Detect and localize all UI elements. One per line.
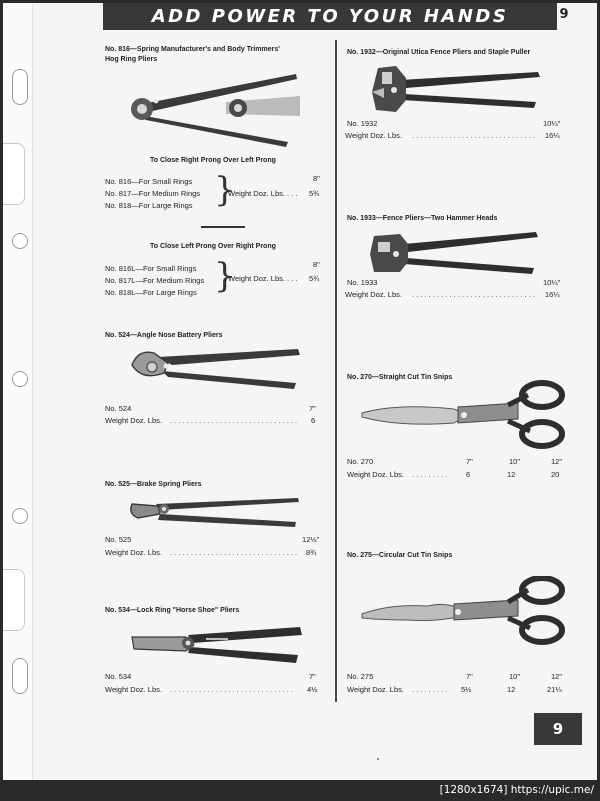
model-label: No. 1932 (347, 119, 378, 128)
weight-label: Weight Doz. Lbs. (345, 131, 402, 140)
weight-value: 12 (507, 685, 516, 694)
model-label: No. 270 (347, 457, 374, 466)
size-value: 7" (466, 457, 473, 466)
weight-label: Weight Doz. Lbs. (105, 685, 162, 694)
size-value: 12" (551, 457, 563, 466)
group1-title: To Close Right Prong Over Left Prong (150, 157, 276, 164)
weight-label: Weight Doz. Lbs. (105, 548, 162, 557)
binder-tab (3, 569, 25, 631)
fence-pliers-icon (366, 62, 546, 118)
heading-524: No. 524—Angle Nose Battery Pliers (105, 332, 223, 339)
weight-value: 5¾ (309, 274, 320, 283)
page-title: ADD POWER TO YOUR HANDS (151, 6, 509, 27)
size-value: 7" (466, 672, 473, 681)
list-item: No. 816L—For Small Rings (105, 264, 197, 273)
lock-ring-pliers-icon (128, 621, 306, 665)
weight-value: 5¾ (309, 189, 320, 198)
leader-dots: . . . . . . . . . . . . . . . . . . . . . . . . . . . . . . . (170, 548, 298, 557)
weight-label: Weight Doz. Lbs. . . . (228, 274, 298, 283)
size-value: 7" (309, 672, 316, 681)
size-value: 7" (309, 404, 316, 413)
list-item: No. 816—For Small Rings (105, 177, 193, 186)
weight-value: 16¼ (545, 290, 560, 299)
leader-dots: . . . . . . . . . . . . . . . . . . . . . . . . . . . . . . (412, 290, 535, 299)
heading-1933: No. 1933—Fence Pliers—Two Hammer Heads (347, 215, 498, 222)
leader-dots: . . . . . . . . . . . . . . . . . . . . . . . . . . . . . . (170, 685, 293, 694)
binder-hole (12, 371, 28, 387)
weight-label: Weight Doz. Lbs. (347, 470, 404, 479)
size-value: 12" (551, 672, 563, 681)
heading-525: No. 525—Brake Spring Pliers (105, 481, 202, 488)
size-value: 8" (313, 260, 320, 269)
weight-label: Weight Doz. Lbs. (345, 290, 402, 299)
title-banner (103, 3, 557, 30)
size-value: 10¼" (543, 278, 561, 287)
weight-value: 6 (311, 416, 316, 425)
watermark-text: [1280x1674] https://upic.me/ (439, 784, 594, 796)
weight-value: 16¼ (545, 131, 560, 140)
hog-ring-pliers-icon (118, 70, 303, 150)
brake-spring-pliers-icon (126, 494, 304, 530)
leader-dots: . . . . . . . . . (412, 685, 448, 694)
leader-dots: . . . . . . . . . (412, 470, 448, 479)
page-number-top: 9 (559, 7, 569, 22)
binder-hole (12, 658, 28, 694)
column-divider (335, 40, 337, 702)
list-item: No. 818—For Large Rings (105, 201, 193, 210)
heading-270: No. 270—Straight Cut Tin Snips (347, 374, 453, 381)
speck (377, 758, 379, 760)
separator (201, 226, 245, 228)
leader-dots: . . . . . . . . . . . . . . . . . . . . . . . . . . . . . . (412, 131, 535, 140)
heading-816: No. 816—Spring Manufacturer's and Body Trimmers' (105, 46, 280, 53)
weight-value: 5½ (461, 685, 472, 694)
list-item: No. 817L—For Medium Rings (105, 276, 205, 285)
model-label: No. 275 (347, 672, 374, 681)
size-value: 10¼" (543, 119, 561, 128)
weight-value: 12 (507, 470, 516, 479)
size-value: 10" (509, 672, 521, 681)
binder-tab (3, 143, 25, 205)
list-item: No. 817—For Medium Rings (105, 189, 201, 198)
fence-pliers-icon (366, 228, 546, 278)
weight-value: 21¼ (547, 685, 562, 694)
size-value: 12½" (302, 535, 320, 544)
model-label: No. 525 (105, 535, 132, 544)
heading-275: No. 275—Circular Cut Tin Snips (347, 552, 453, 559)
list-item: No. 818L—For Large Rings (105, 288, 197, 297)
binder-hole (12, 69, 28, 105)
weight-label: Weight Doz. Lbs. (105, 416, 162, 425)
model-label: No. 534 (105, 672, 132, 681)
weight-value: 20 (551, 470, 560, 479)
binder-hole (12, 233, 28, 249)
heading-1932: No. 1932—Original Utica Fence Pliers and Staple Puller (347, 49, 531, 56)
leader-dots: . . . . . . . . . . . . . . . . . . . . . . . . . . . . . . . (170, 416, 298, 425)
tin-snips-icon (358, 379, 568, 451)
weight-label: Weight Doz. Lbs. . . . (228, 189, 298, 198)
size-value: 10" (509, 457, 521, 466)
battery-pliers-icon (128, 343, 303, 389)
tin-snips-icon (358, 576, 568, 646)
weight-value: 6 (466, 470, 471, 479)
binder-hole (12, 508, 28, 524)
weight-value: 4½ (307, 685, 318, 694)
heading-534: No. 534—Lock Ring "Horse Shoe" Pliers (105, 607, 240, 614)
weight-value: 8¾ (306, 548, 317, 557)
model-label: No. 1933 (347, 278, 378, 287)
weight-label: Weight Doz. Lbs. (347, 685, 404, 694)
model-label: No. 524 (105, 404, 132, 413)
heading-816-line2: Hog Ring Pliers (105, 56, 158, 63)
brace: } (214, 170, 236, 210)
size-value: 8" (313, 174, 320, 183)
group2-title: To Close Left Prong Over Right Prong (150, 243, 276, 250)
brace: } (214, 256, 236, 296)
page-number-bottom: 9 (534, 713, 582, 745)
